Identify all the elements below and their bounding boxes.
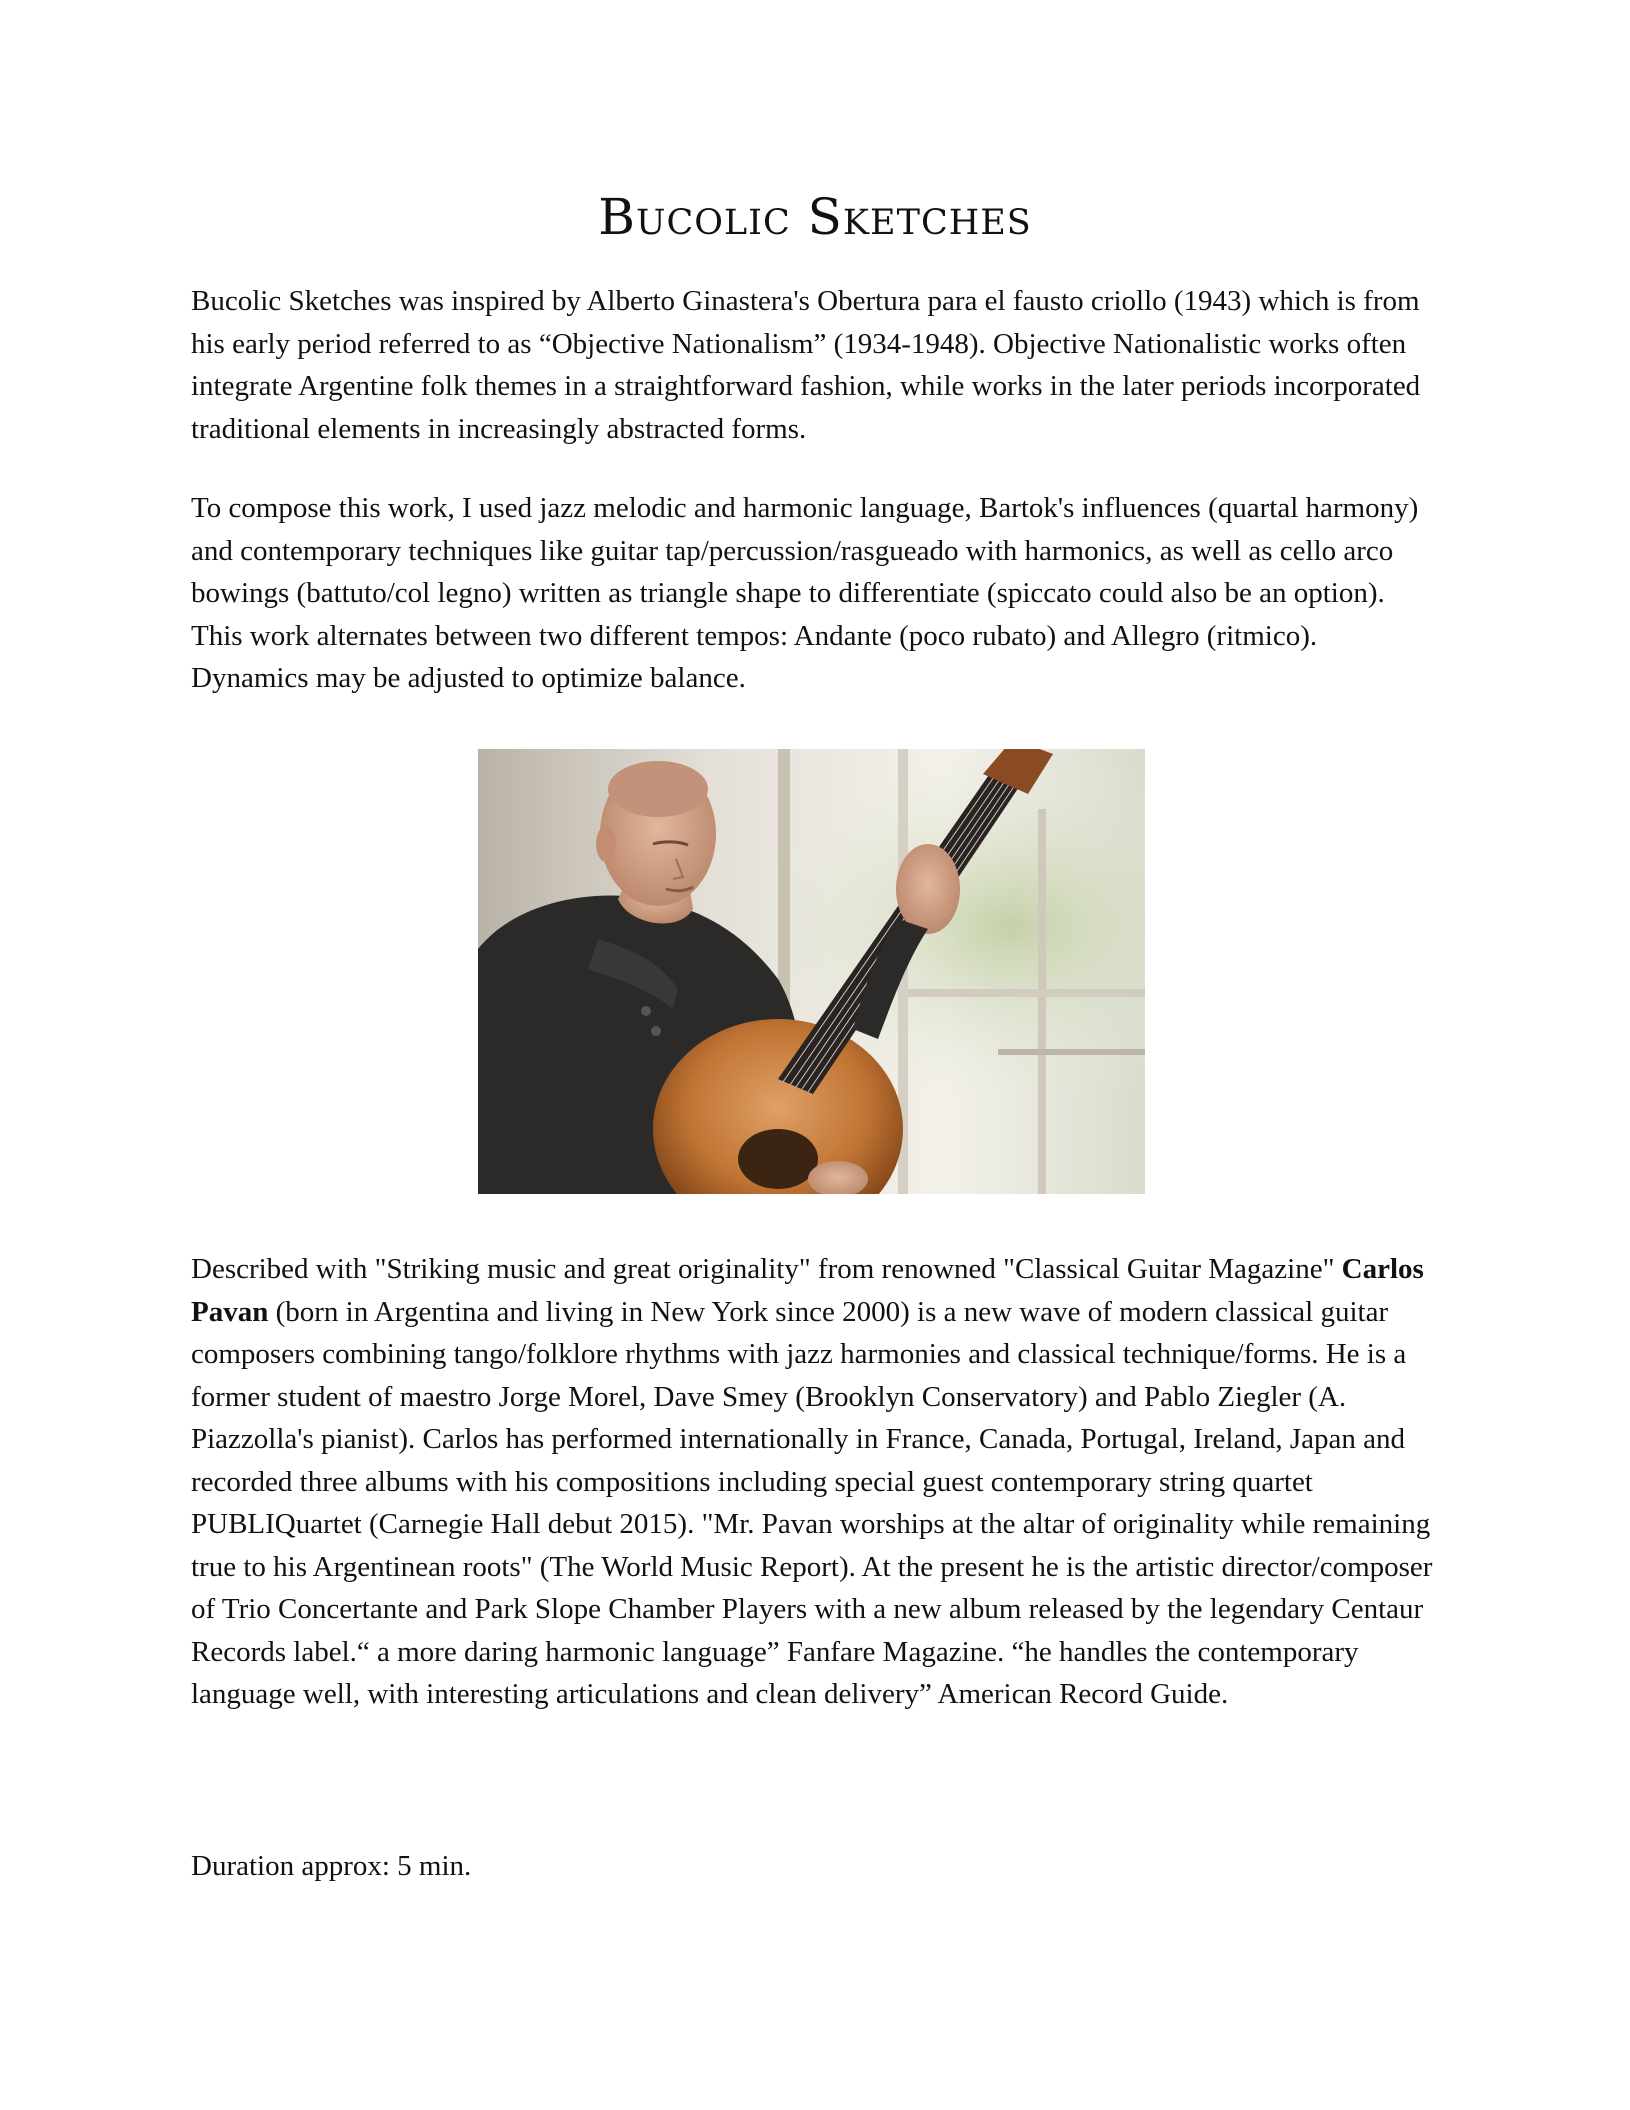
page-title: Bucolic Sketches	[598, 188, 1032, 246]
composer-photo	[478, 749, 1145, 1194]
duration-text: Duration approx: 5 min.	[191, 1850, 472, 1882]
bio-text-after-name: (born in Argentina and living in New York since 2000) is a new wave of modern classical guitar composers combining tango/folklore rhythms with jazz harmonies and classical technique/forms. He is a former student of maestro Jorge Morel, Dave Smey (Brooklyn Conservatory) and Pablo Ziegler (A. Piazzolla's pianist). Carlos has performed internationally in France, Canada, Portugal, Ireland, Japan and recorded three albums with his compositions including special guest contemporary string quartet PUBLIQuartet (Carnegie Hall debut 2015). "Mr. Pavan worships at the altar of originality while remaining true to his Argentinean roots" (The World Music Report). At the present he is the artistic director/composer of Trio Concertante and Park Slope Chamber Players with a new album released by the legendary Centaur Records label.“ a more daring harmonic language” Fanfare Magazine. “he handles the contemporary language well, with interesting articulations and clean delivery” American Record Guide.	[191, 1295, 1433, 1710]
intro-paragraph: Bucolic Sketches was inspired by Alberto Ginastera's Obertura para el fausto criollo (1943) which is from his early period referred to as “Objective Nationalism” (1934-1948). Objective Nationalistic works often integrate Argentine folk themes in a straightforward fashion, while works in the later periods incorporated traditional elements in increasingly abstracted forms.	[191, 285, 1421, 445]
bio-text-before-name: Described with "Striking music and great originality" from renowned "Classical Guitar Magazine"	[191, 1253, 1342, 1285]
composer-name: Carlos Pavan	[191, 1253, 1424, 1328]
composer-bio-paragraph	[191, 1248, 1441, 1716]
technique-paragraph: To compose this work, I used jazz melodic and harmonic language, Bartok's influences (quartal harmony) and contemporary techniques like guitar tap/percussion/rasgueado with harmonics, as well as cello arco bowings (battuto/col legno) written as triangle shape to differentiate (spiccato could also be an option). This work alternates between two different tempos: Andante (poco rubato) and Allegro (ritmico). Dynamics may be adjusted to optimize balance.	[191, 492, 1419, 694]
